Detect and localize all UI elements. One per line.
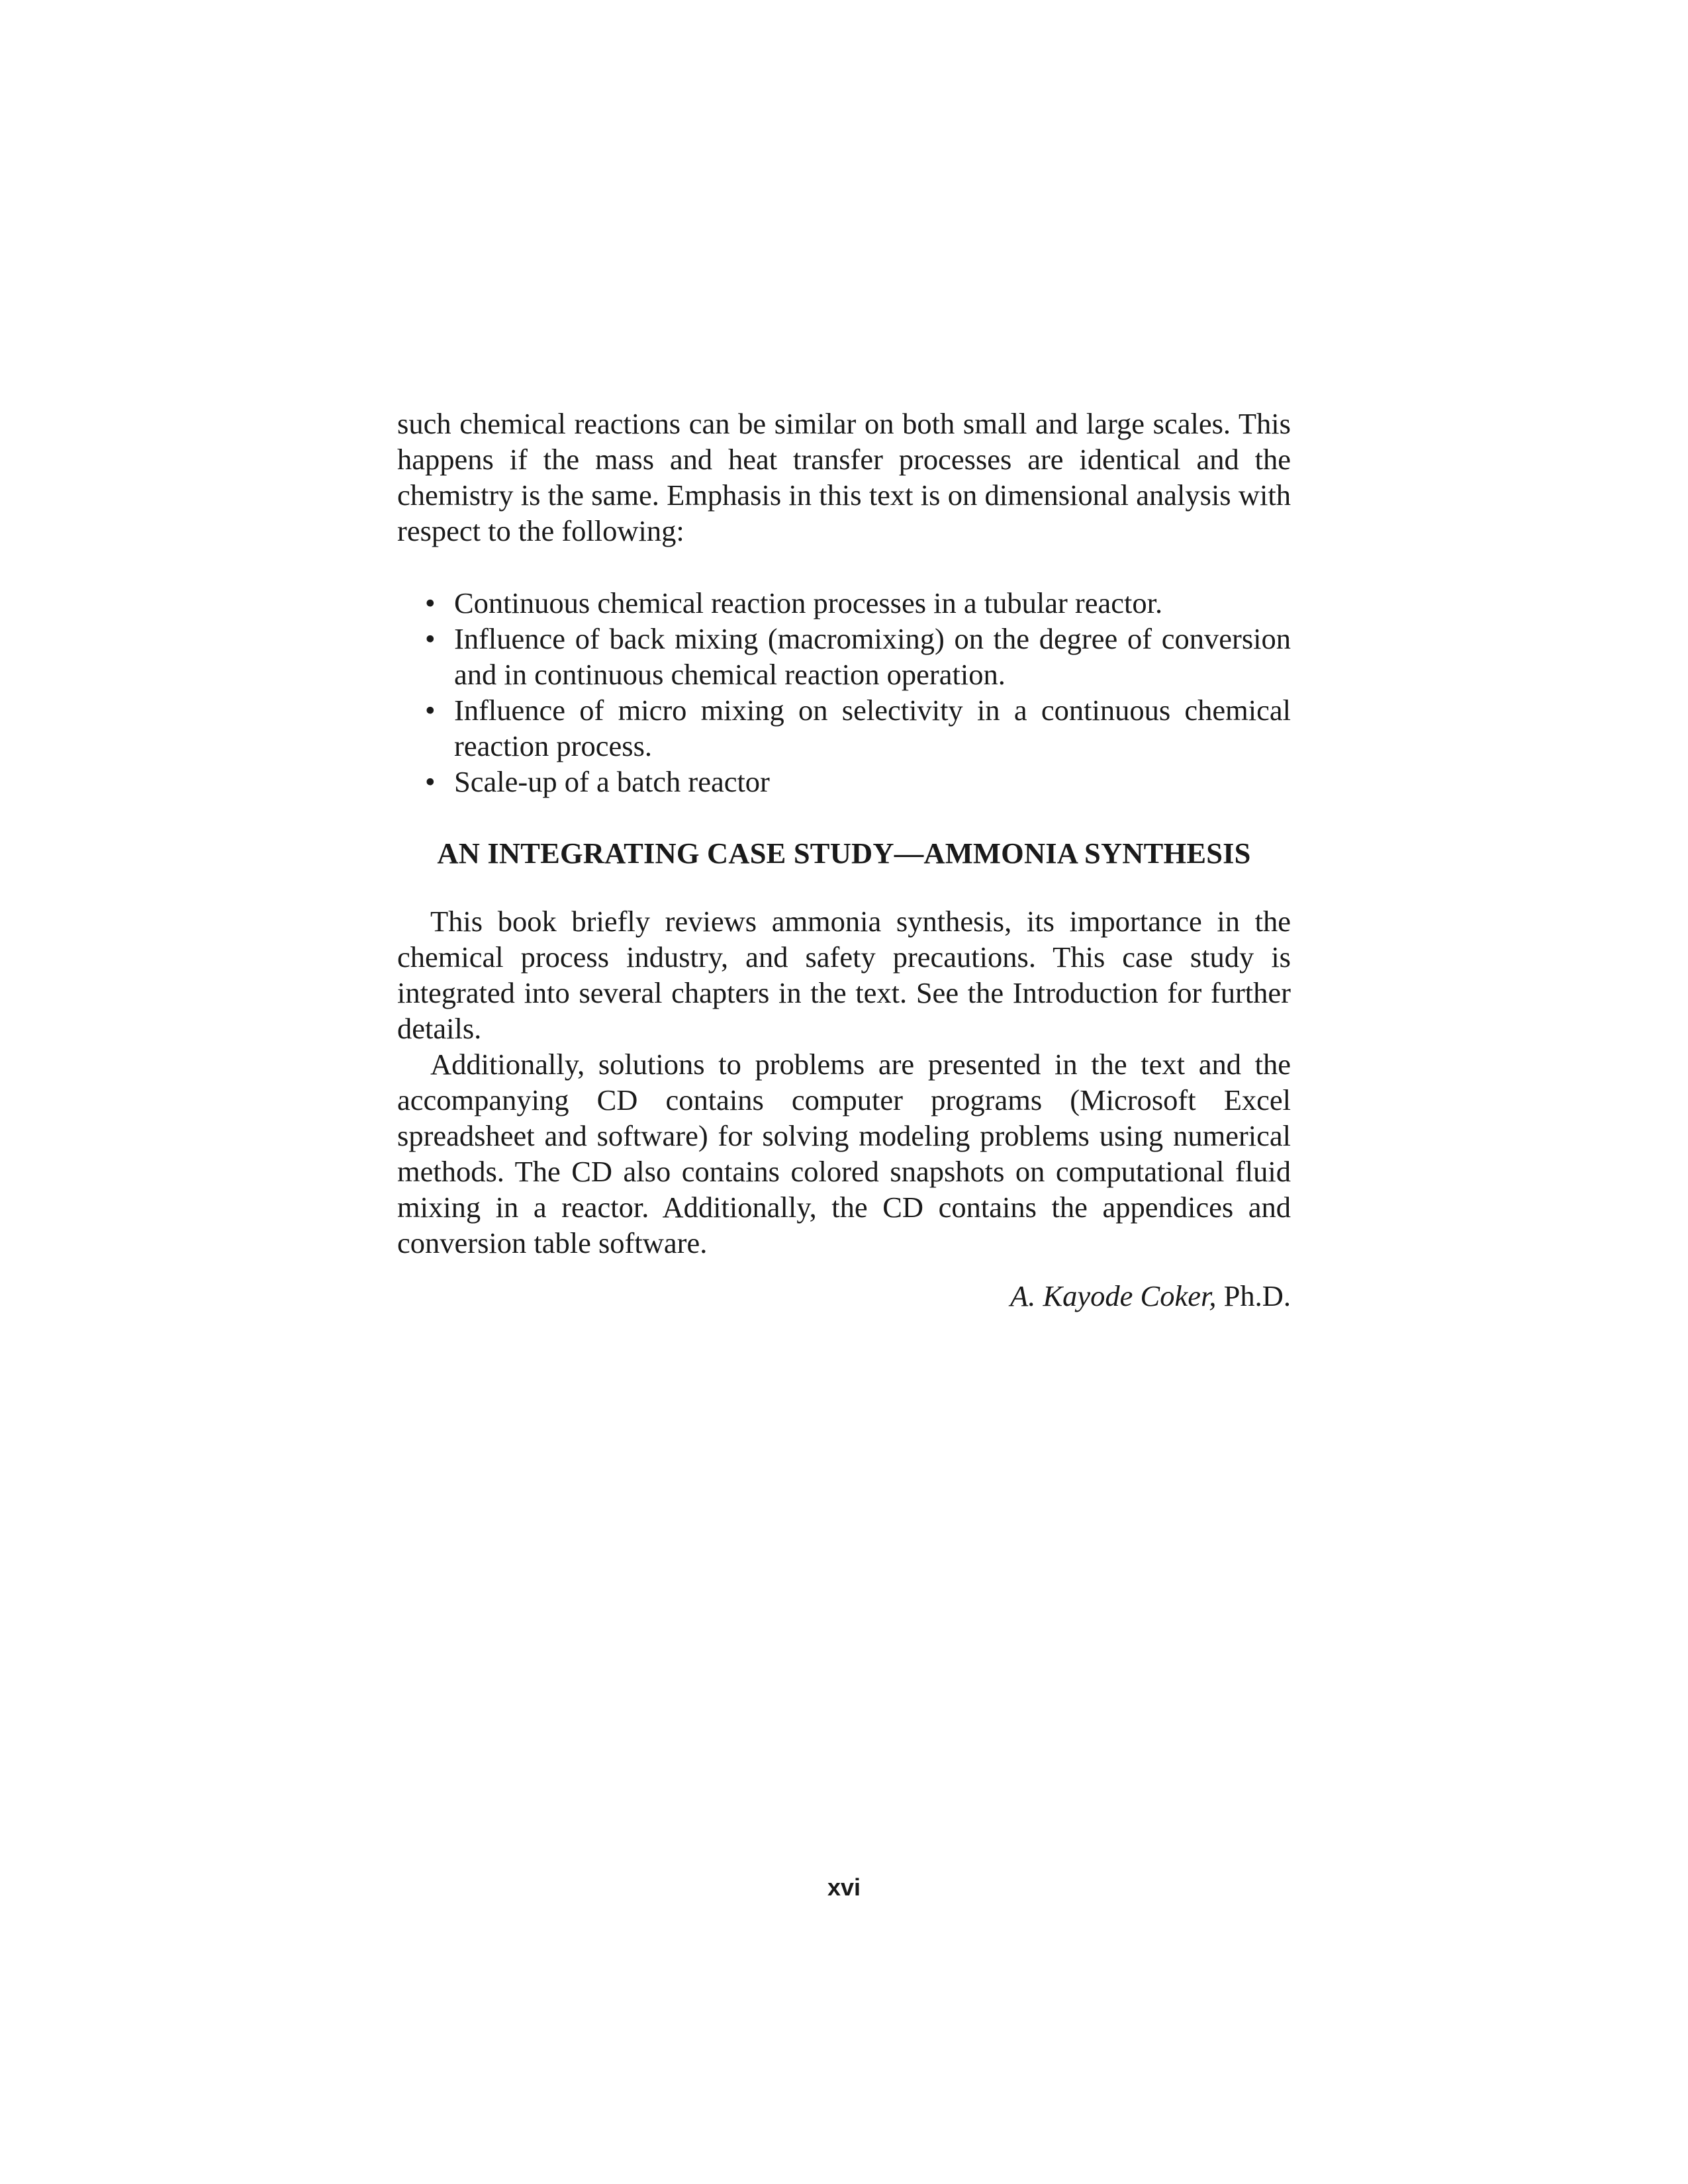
section-heading: AN INTEGRATING CASE STUDY—AMMONIA SYNTHESIS xyxy=(437,837,1251,870)
author-signature xyxy=(397,1278,1291,1314)
bullet-icon: • xyxy=(425,622,436,655)
author-title: Ph.D. xyxy=(1223,1279,1291,1312)
list-item xyxy=(397,692,1291,764)
cd-contents-paragraph: Additionally, solutions to problems are presented in the text and the accompanying CD contains computer programs (Microsoft Excel spreadsheet and software) for solving modeling problems using numerical methods. The CD also contains colored snapshots on computational fluid mixing in a reactor. Additionally, the CD contains the appendices and conversion table software. xyxy=(397,1048,1291,1259)
list-item-text: Continuous chemical reaction processes in a tubular reactor. xyxy=(454,586,1163,619)
author-name: A. Kayode Coker, xyxy=(1010,1279,1217,1312)
bullet-icon: • xyxy=(425,694,436,727)
list-item xyxy=(397,585,1291,621)
bullet-icon: • xyxy=(425,586,436,619)
list-item xyxy=(397,621,1291,692)
list-item-text: Influence of back mixing (macromixing) on the degree of conversion and in continuous chemical reaction operation. xyxy=(454,622,1291,691)
bullet-list xyxy=(397,585,1291,799)
bullet-icon: • xyxy=(425,765,436,798)
list-item-text: Influence of micro mixing on selectivity in a continuous chemical reaction process. xyxy=(454,694,1291,762)
intro-paragraph: such chemical reactions can be similar on both small and large scales. This happens if the mass and heat transfer processes are identical and the chemistry is the same. Emphasis in this text is on dimensional analysis with respect to the following: xyxy=(397,407,1291,547)
list-item xyxy=(397,764,1291,799)
case-study-paragraph: This book briefly reviews ammonia synthesis, its importance in the chemical process industry, and safety precautions. This case study is integrated into several chapters in the text. See the Introduction for further details. xyxy=(397,905,1291,1045)
page-number: xvi xyxy=(827,1874,861,1901)
list-item-text: Scale-up of a batch reactor xyxy=(454,765,770,798)
